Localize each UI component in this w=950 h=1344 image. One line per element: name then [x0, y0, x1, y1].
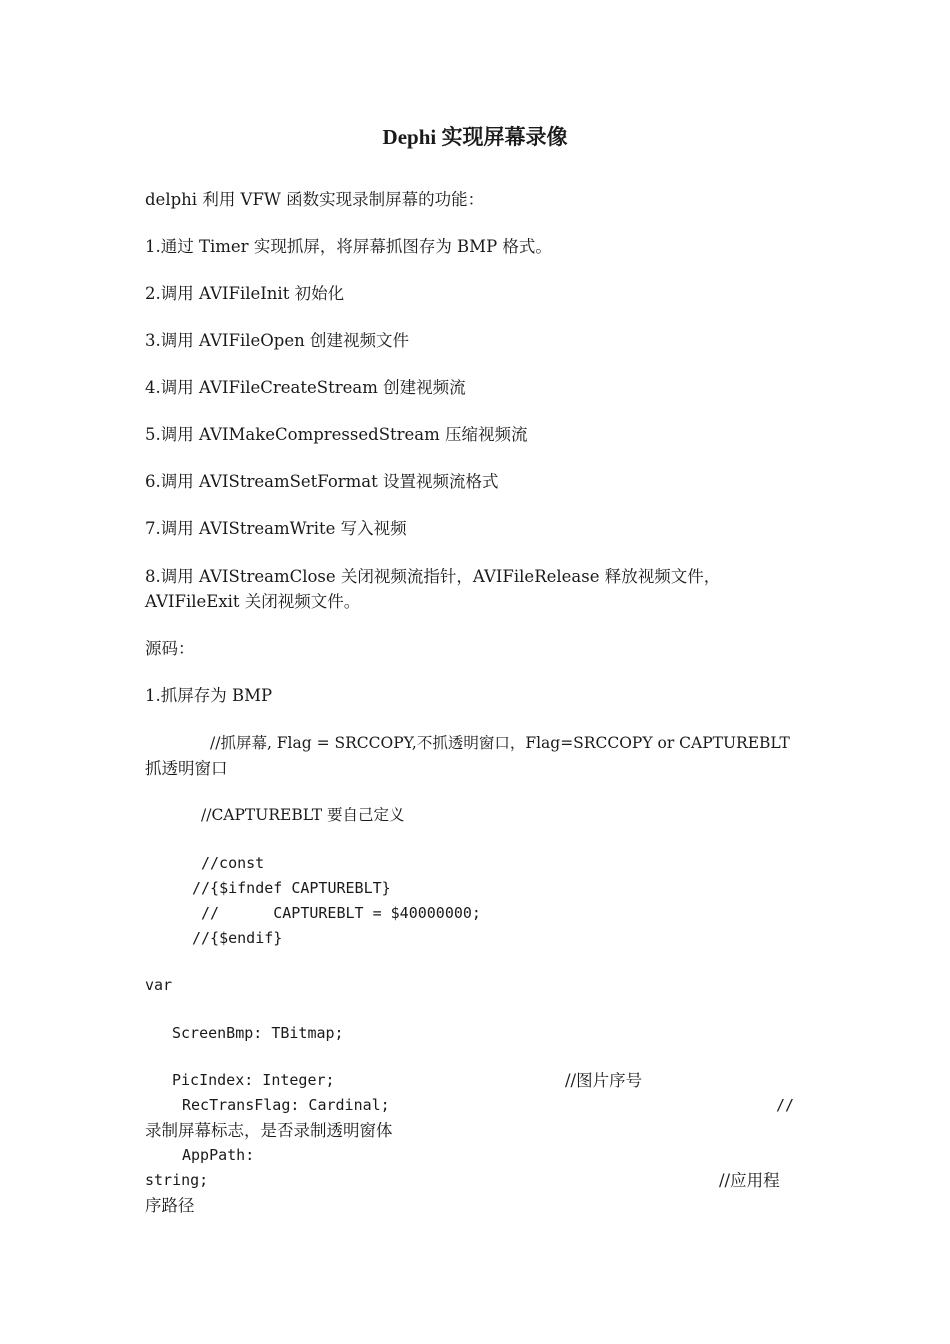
step-8: 8.调用 AVIStreamClose 关闭视频流指针，AVIFileRelease 释放视频文件，	[145, 567, 721, 586]
code-picindex: PicIndex: Integer;	[172, 1071, 335, 1089]
code-screenbmp: ScreenBmp: TBitmap;	[172, 1024, 344, 1042]
code-endif: //{$endif}	[192, 929, 283, 947]
code-apppath-type: string;	[145, 1171, 209, 1189]
step-4: 4.调用 AVIFileCreateStream 创建视频流	[145, 378, 466, 397]
code-apppath-comment: //应用程	[719, 1171, 780, 1190]
code-rectransflag-comment-wrap: 录制屏幕标志，是否录制透明窗体	[145, 1121, 393, 1140]
code-captureblt: // CAPTUREBLT = $40000000;	[201, 904, 481, 922]
document-title: Dephi 实现屏幕录像	[382, 125, 568, 149]
code-const: //const	[201, 854, 265, 872]
code-apppath: AppPath:	[182, 1146, 255, 1164]
step-5: 5.调用 AVIMakeCompressedStream 压缩视频流	[145, 425, 528, 444]
code-picindex-comment: //图片序号	[565, 1071, 643, 1090]
step-8-continued: AVIFileExit 关闭视频文件。	[145, 592, 361, 611]
code-comment-capture: //抓屏幕, Flag = SRCCOPY,不抓透明窗口，Flag=SRCCOPY or CAPTUREBLT	[210, 734, 790, 752]
code-ifndef: //{$ifndef CAPTUREBLT}	[192, 879, 391, 897]
code-rectransflag-comment: //	[776, 1096, 795, 1114]
code-rectransflag: RecTransFlag: Cardinal;	[182, 1096, 390, 1114]
source-label: 源码：	[145, 639, 195, 658]
step-7: 7.调用 AVIStreamWrite 写入视频	[145, 519, 407, 538]
step-1: 1.通过 Timer 实现抓屏，将屏幕抓图存为 BMP 格式。	[145, 237, 552, 256]
code-var: var	[145, 976, 173, 994]
code-apppath-comment-wrap: 序路径	[145, 1196, 195, 1215]
step-2: 2.调用 AVIFileInit 初始化	[145, 284, 345, 303]
code-comment-capture-wrap: 抓透明窗口	[145, 759, 228, 778]
intro-line: delphi 利用 VFW 函数实现录制屏幕的功能：	[145, 190, 485, 209]
step-3: 3.调用 AVIFileOpen 创建视频文件	[145, 331, 410, 350]
section-heading: 1.抓屏存为 BMP	[145, 686, 273, 705]
code-comment-define: //CAPTUREBLT 要自己定义	[201, 806, 405, 824]
step-6: 6.调用 AVIStreamSetFormat 设置视频流格式	[145, 472, 499, 491]
